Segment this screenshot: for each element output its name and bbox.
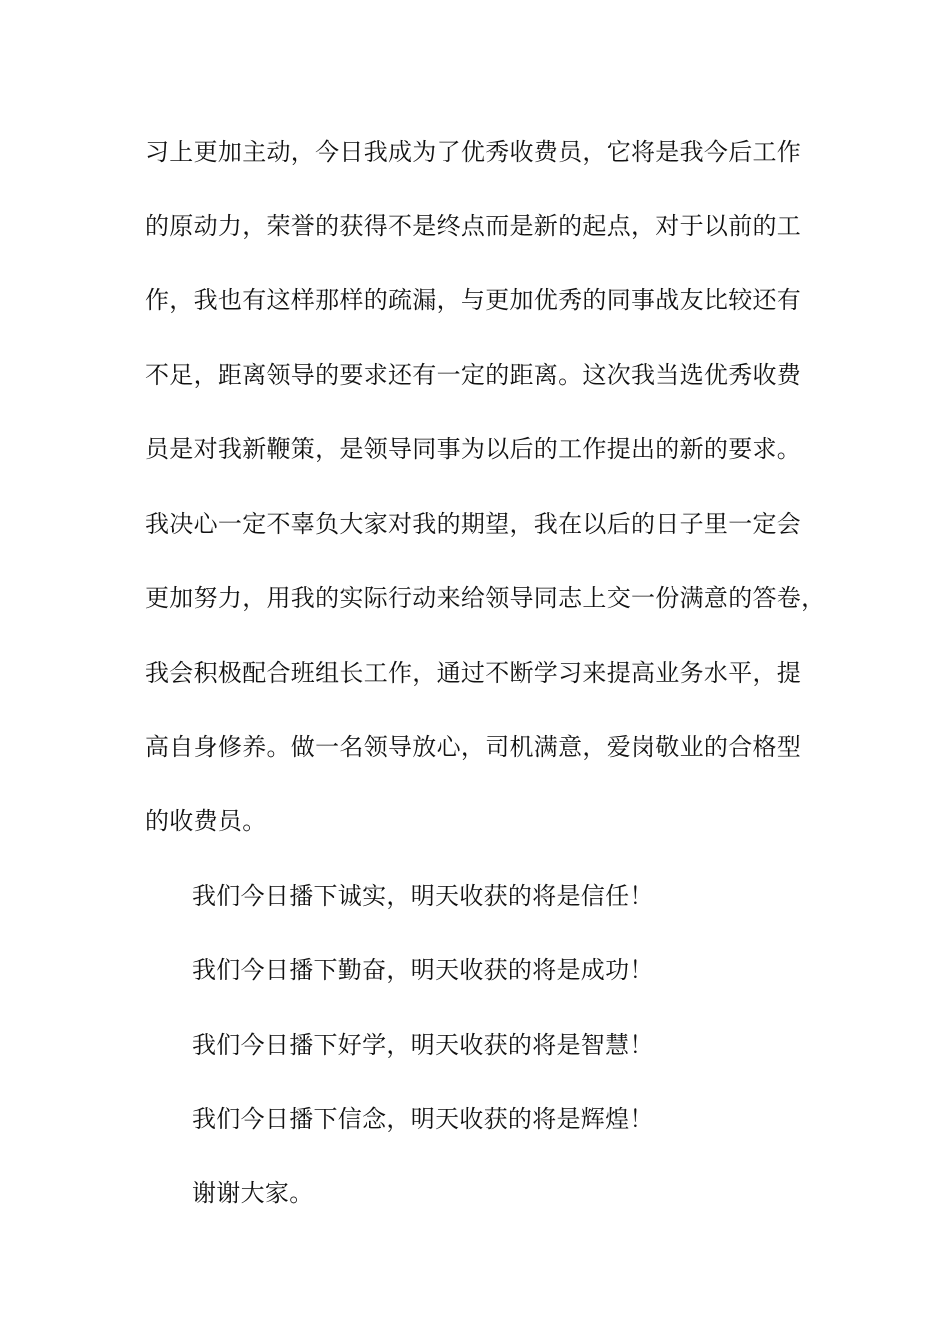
paragraph-line: 我决心一定不辜负大家对我的期望，我在以后的日子里一定会: [145, 510, 802, 538]
closing-line: 我们今日播下勤奋，明天收获的将是成功！: [192, 956, 654, 984]
paragraph-line: 的收费员。: [145, 807, 267, 835]
paragraph-line: 更加努力，用我的实际行动来给领导同志上交一份满意的答卷，: [145, 584, 826, 612]
closing-thanks: 谢谢大家。: [192, 1179, 314, 1207]
paragraph-line: 不足，距离领导的要求还有一定的距离。这次我当选优秀收费: [145, 361, 802, 389]
closing-line: 我们今日播下信念，明天收获的将是辉煌！: [192, 1105, 654, 1133]
paragraph-line: 高自身修养。做一名领导放心，司机满意，爱岗敬业的合格型: [145, 733, 802, 761]
paragraph-line: 员是对我新鞭策，是领导同事为以后的工作提出的新的要求。: [145, 435, 802, 463]
paragraph-line: 的原动力，荣誉的获得不是终点而是新的起点，对于以前的工: [145, 212, 802, 240]
closing-line: 我们今日播下诚实，明天收获的将是信任！: [192, 882, 654, 910]
paragraph-line: 我会积极配合班组长工作，通过不断学习来提高业务水平，提: [145, 659, 802, 687]
paragraph-line: 作，我也有这样那样的疏漏，与更加优秀的同事战友比较还有: [145, 286, 802, 314]
paragraph-line: 习上更加主动，今日我成为了优秀收费员，它将是我今后工作: [145, 138, 802, 166]
closing-line: 我们今日播下好学，明天收获的将是智慧！: [192, 1031, 654, 1059]
